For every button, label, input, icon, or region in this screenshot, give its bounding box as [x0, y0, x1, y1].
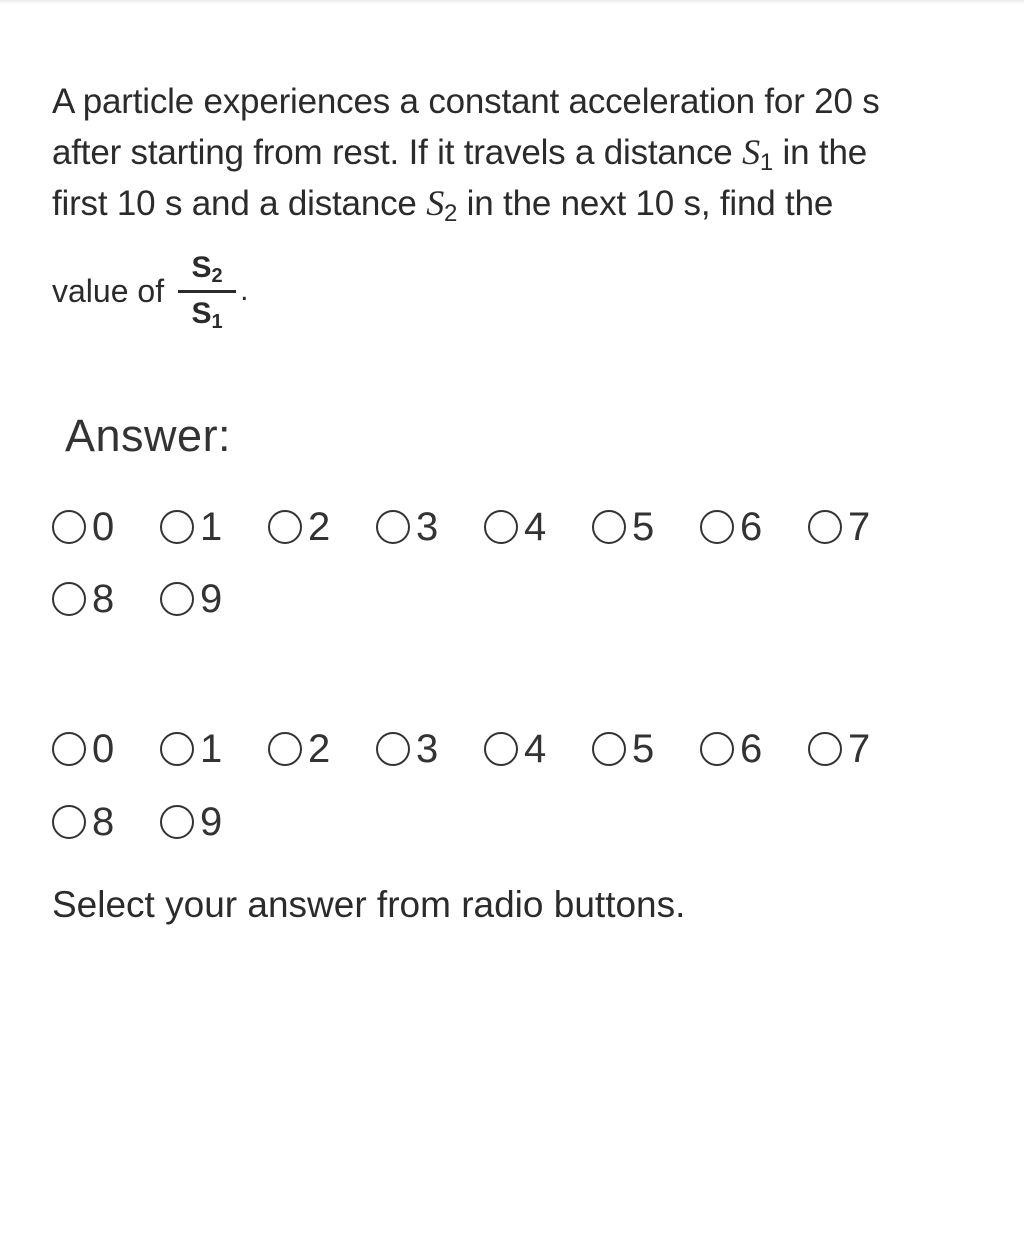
radio-circle-icon[interactable]: [376, 510, 410, 544]
radio-group-1-row-1: [52, 497, 916, 557]
radio-circle-icon[interactable]: [160, 732, 194, 766]
radio-option[interactable]: 4: [484, 505, 592, 550]
radio-option[interactable]: 0: [52, 505, 160, 550]
radio-circle-icon[interactable]: [484, 510, 518, 544]
question-line-3: first 10 s and a distance $S_2$ in the next 10 s, find the: [52, 183, 834, 227]
radio-group-2-row-1: [52, 719, 916, 779]
radio-option[interactable]: 1: [160, 727, 268, 772]
radio-circle-icon[interactable]: [484, 732, 518, 766]
s2-symbol: $S_2$: [426, 183, 458, 227]
radio-circle-icon[interactable]: [808, 510, 842, 544]
radio-option[interactable]: 6: [700, 505, 808, 550]
answer-label: Answer:: [65, 410, 232, 461]
value-of-line: [52, 236, 248, 346]
radio-circle-icon[interactable]: [808, 732, 842, 766]
radio-circle-icon[interactable]: [268, 510, 302, 544]
radio-option[interactable]: 9: [160, 577, 268, 622]
radio-option[interactable]: 2: [268, 505, 376, 550]
fraction-numerator: $S_2$: [191, 251, 223, 287]
radio-circle-icon[interactable]: [160, 805, 194, 839]
radio-option[interactable]: 3: [376, 727, 484, 772]
radio-circle-icon[interactable]: [52, 582, 86, 616]
radio-group-2-row-2: [52, 792, 268, 852]
radio-circle-icon[interactable]: [376, 732, 410, 766]
radio-option[interactable]: 3: [376, 505, 484, 550]
radio-option[interactable]: 8: [52, 577, 160, 622]
radio-option[interactable]: 7: [808, 727, 916, 772]
radio-circle-icon[interactable]: [52, 805, 86, 839]
radio-option[interactable]: 8: [52, 800, 160, 845]
radio-circle-icon[interactable]: [700, 510, 734, 544]
question-line-1: A particle experiences a constant acceleration for 20 s: [52, 82, 880, 121]
radio-circle-icon[interactable]: [52, 510, 86, 544]
top-edge-divider: [0, 0, 1024, 4]
radio-circle-icon[interactable]: [700, 732, 734, 766]
radio-option[interactable]: 2: [268, 727, 376, 772]
radio-option[interactable]: 5: [592, 505, 700, 550]
fraction-denominator: $S_1$: [191, 297, 223, 333]
radio-option[interactable]: 5: [592, 727, 700, 772]
question-line-2: after starting from rest. If it travels a distance $S_1$ in the: [52, 132, 867, 176]
radio-circle-icon[interactable]: [52, 732, 86, 766]
radio-option[interactable]: 6: [700, 727, 808, 772]
instruction-text: Select your answer from radio buttons.: [52, 884, 686, 925]
radio-option[interactable]: 7: [808, 505, 916, 550]
s1-symbol: $S_1$: [742, 132, 774, 176]
question-text: [52, 76, 992, 229]
radio-circle-icon[interactable]: [592, 732, 626, 766]
period: .: [240, 274, 249, 307]
radio-option[interactable]: 9: [160, 800, 268, 845]
value-of-label: value of: [52, 272, 165, 309]
radio-circle-icon[interactable]: [268, 732, 302, 766]
radio-circle-icon[interactable]: [160, 510, 194, 544]
radio-circle-icon[interactable]: [160, 582, 194, 616]
radio-circle-icon[interactable]: [592, 510, 626, 544]
radio-option[interactable]: 0: [52, 727, 160, 772]
fraction-bar: [178, 290, 236, 293]
radio-option[interactable]: 4: [484, 727, 592, 772]
radio-option[interactable]: 1: [160, 505, 268, 550]
fraction-s2-over-s1: [178, 248, 236, 334]
radio-group-1-row-2: [52, 569, 268, 629]
